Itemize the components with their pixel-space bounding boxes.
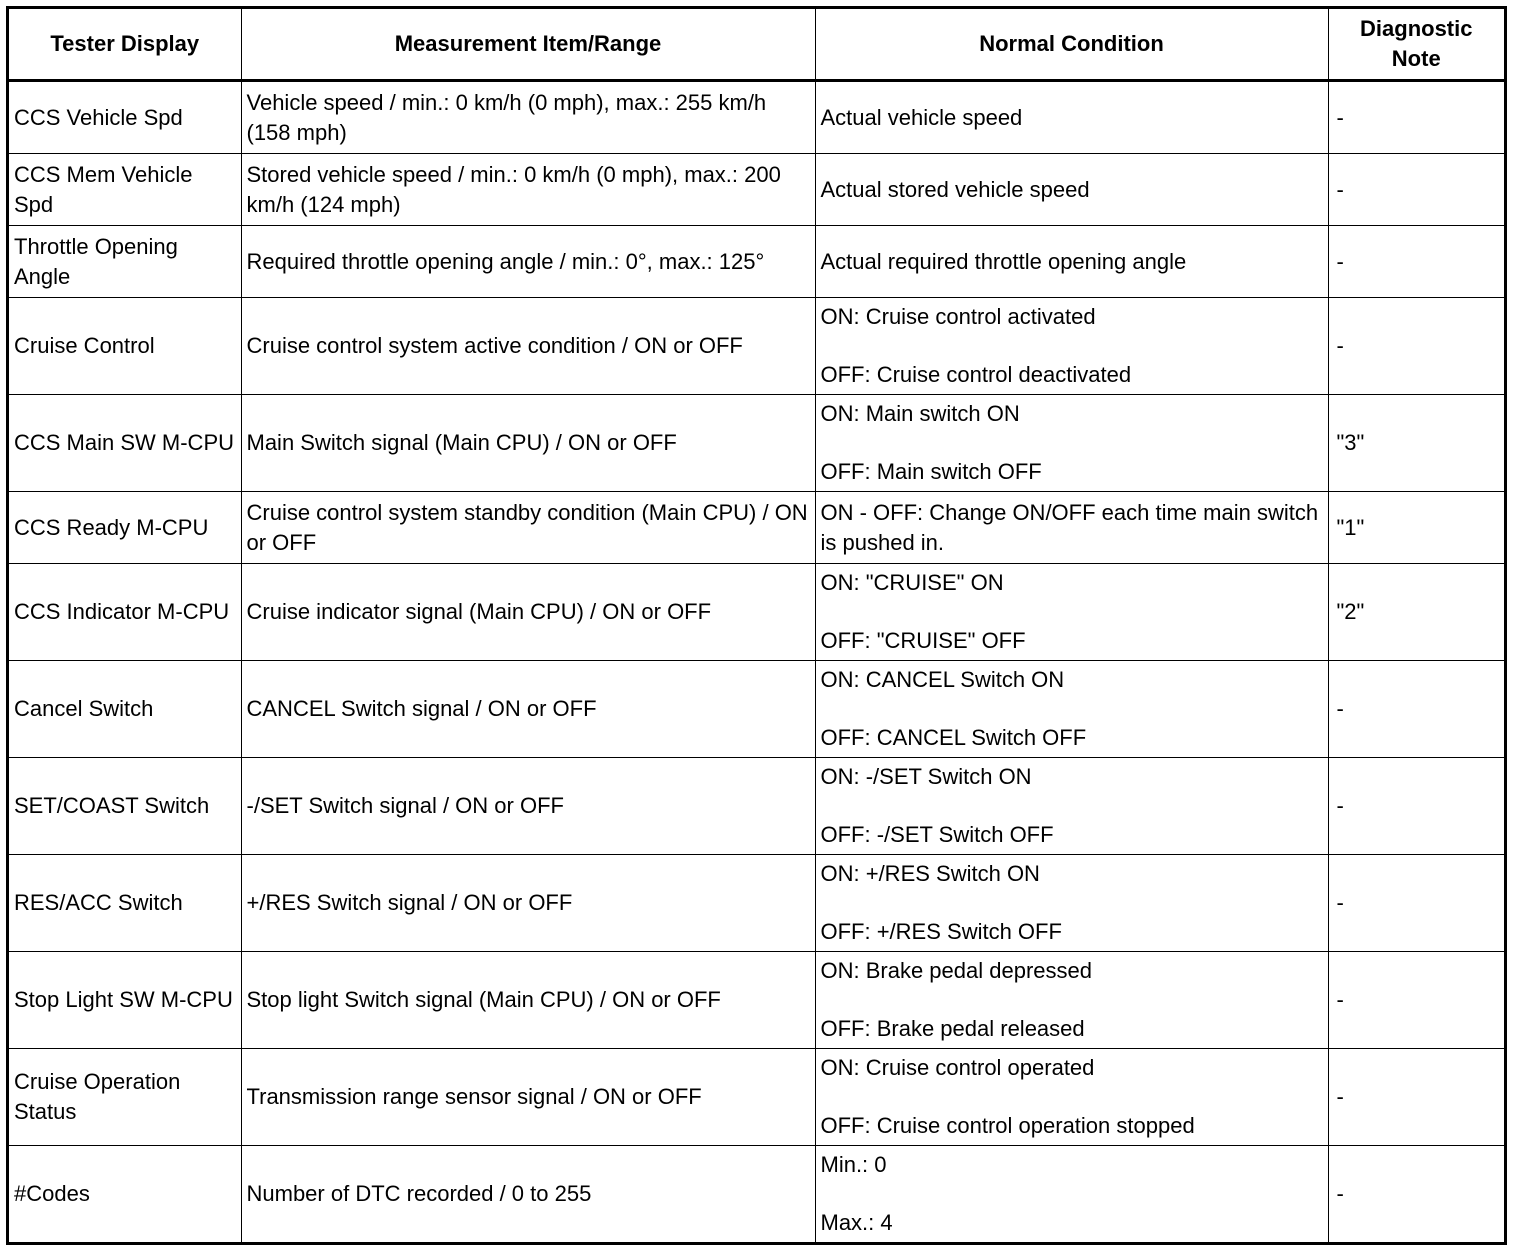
condition-off-text: OFF: -/SET Switch OFF [820, 822, 1054, 847]
condition-off-text: OFF: Cruise control operation stopped [820, 1113, 1195, 1138]
table-row [9, 1146, 1504, 1243]
header-measurement-item: Measurement Item/Range [241, 9, 815, 81]
table-row [9, 492, 1504, 564]
diagnostic-note-cell: - [1328, 154, 1504, 226]
normal-condition-cell: Actual stored vehicle speed [815, 154, 1328, 226]
diagnostic-note-cell: "1" [1328, 492, 1504, 564]
normal-condition-cell [815, 758, 1328, 855]
table-row [9, 564, 1504, 661]
diagnostic-note-cell: "3" [1328, 395, 1504, 492]
data-monitor-table [9, 9, 1504, 1242]
condition-on-text: ON: Main switch ON [820, 401, 1020, 426]
measurement-cell: Cruise indicator signal (Main CPU) / ON or OFF [241, 564, 815, 661]
condition-on-text: ON: "CRUISE" ON [820, 570, 1004, 595]
diagnostic-note-cell: - [1328, 81, 1504, 154]
table-row [9, 81, 1504, 154]
tester-display-cell: Stop Light SW M-CPU [9, 952, 241, 1049]
table-row [9, 226, 1504, 298]
table-row [9, 1049, 1504, 1146]
tester-display-cell: Cancel Switch [9, 661, 241, 758]
normal-condition-cell [815, 298, 1328, 395]
condition-on-text: ON: Brake pedal depressed [820, 958, 1092, 983]
normal-condition-cell [815, 1146, 1328, 1243]
header-normal-condition: Normal Condition [815, 9, 1328, 81]
condition-off-text: OFF: Brake pedal released [820, 1016, 1085, 1041]
diagnostic-note-cell: - [1328, 1049, 1504, 1146]
condition-max-text: Max.: 4 [820, 1210, 893, 1235]
tester-display-cell: CCS Vehicle Spd [9, 81, 241, 154]
normal-condition-cell: Actual vehicle speed [815, 81, 1328, 154]
tester-display-cell: SET/COAST Switch [9, 758, 241, 855]
measurement-cell: Transmission range sensor signal / ON or OFF [241, 1049, 815, 1146]
tester-display-cell: CCS Mem Vehicle Spd [9, 154, 241, 226]
table-row [9, 395, 1504, 492]
condition-min-text: Min.: 0 [820, 1152, 887, 1177]
header-tester-display: Tester Display [9, 9, 241, 81]
measurement-cell: Stored vehicle speed / min.: 0 km/h (0 mph), max.: 200 km/h (124 mph) [241, 154, 815, 226]
measurement-cell: Cruise control system standby condition (Main CPU) / ON or OFF [241, 492, 815, 564]
measurement-cell: Required throttle opening angle / min.: 0°, max.: 125° [241, 226, 815, 298]
diagnostic-note-cell: - [1328, 1146, 1504, 1243]
measurement-cell: -/SET Switch signal / ON or OFF [241, 758, 815, 855]
normal-condition-cell: ON - OFF: Change ON/OFF each time main switch is pushed in. [815, 492, 1328, 564]
diagnostic-note-cell: - [1328, 952, 1504, 1049]
condition-on-text: ON: +/RES Switch ON [820, 861, 1040, 886]
table-row [9, 298, 1504, 395]
table-row [9, 661, 1504, 758]
condition-on-text: ON: Cruise control activated [820, 304, 1096, 329]
tester-display-cell: Cruise Operation Status [9, 1049, 241, 1146]
diagnostic-note-cell: - [1328, 226, 1504, 298]
table-row [9, 758, 1504, 855]
normal-condition-cell: Actual required throttle opening angle [815, 226, 1328, 298]
tester-display-cell: #Codes [9, 1146, 241, 1243]
measurement-cell: Number of DTC recorded / 0 to 255 [241, 1146, 815, 1243]
normal-condition-cell [815, 1049, 1328, 1146]
tester-display-cell: CCS Main SW M-CPU [9, 395, 241, 492]
tester-display-cell: Throttle Opening Angle [9, 226, 241, 298]
diagnostic-note-cell: - [1328, 661, 1504, 758]
tester-display-cell: RES/ACC Switch [9, 855, 241, 952]
diagnostic-note-cell: "2" [1328, 564, 1504, 661]
tester-display-cell: Cruise Control [9, 298, 241, 395]
normal-condition-cell [815, 855, 1328, 952]
condition-on-text: ON: CANCEL Switch ON [820, 667, 1065, 692]
normal-condition-cell [815, 952, 1328, 1049]
table-row [9, 154, 1504, 226]
condition-on-text: ON: Cruise control operated [820, 1055, 1095, 1080]
table-row [9, 952, 1504, 1049]
table-row [9, 855, 1504, 952]
condition-off-text: OFF: "CRUISE" OFF [820, 628, 1026, 653]
data-monitor-table-frame [6, 6, 1507, 1245]
diagnostic-note-cell: - [1328, 855, 1504, 952]
normal-condition-cell [815, 661, 1328, 758]
table-header-row [9, 9, 1504, 81]
tester-display-cell: CCS Indicator M-CPU [9, 564, 241, 661]
measurement-cell: Vehicle speed / min.: 0 km/h (0 mph), max.: 255 km/h (158 mph) [241, 81, 815, 154]
normal-condition-cell [815, 395, 1328, 492]
normal-condition-cell [815, 564, 1328, 661]
measurement-cell: Cruise control system active condition / ON or OFF [241, 298, 815, 395]
measurement-cell: +/RES Switch signal / ON or OFF [241, 855, 815, 952]
diagnostic-note-cell: - [1328, 298, 1504, 395]
condition-off-text: OFF: Main switch OFF [820, 459, 1042, 484]
condition-off-text: OFF: CANCEL Switch OFF [820, 725, 1087, 750]
condition-off-text: OFF: Cruise control deactivated [820, 362, 1132, 387]
measurement-cell: CANCEL Switch signal / ON or OFF [241, 661, 815, 758]
condition-on-text: ON: -/SET Switch ON [820, 764, 1032, 789]
tester-display-cell: CCS Ready M-CPU [9, 492, 241, 564]
header-diagnostic-note: Diagnostic Note [1328, 9, 1504, 81]
condition-off-text: OFF: +/RES Switch OFF [820, 919, 1062, 944]
diagnostic-note-cell: - [1328, 758, 1504, 855]
measurement-cell: Stop light Switch signal (Main CPU) / ON or OFF [241, 952, 815, 1049]
measurement-cell: Main Switch signal (Main CPU) / ON or OFF [241, 395, 815, 492]
